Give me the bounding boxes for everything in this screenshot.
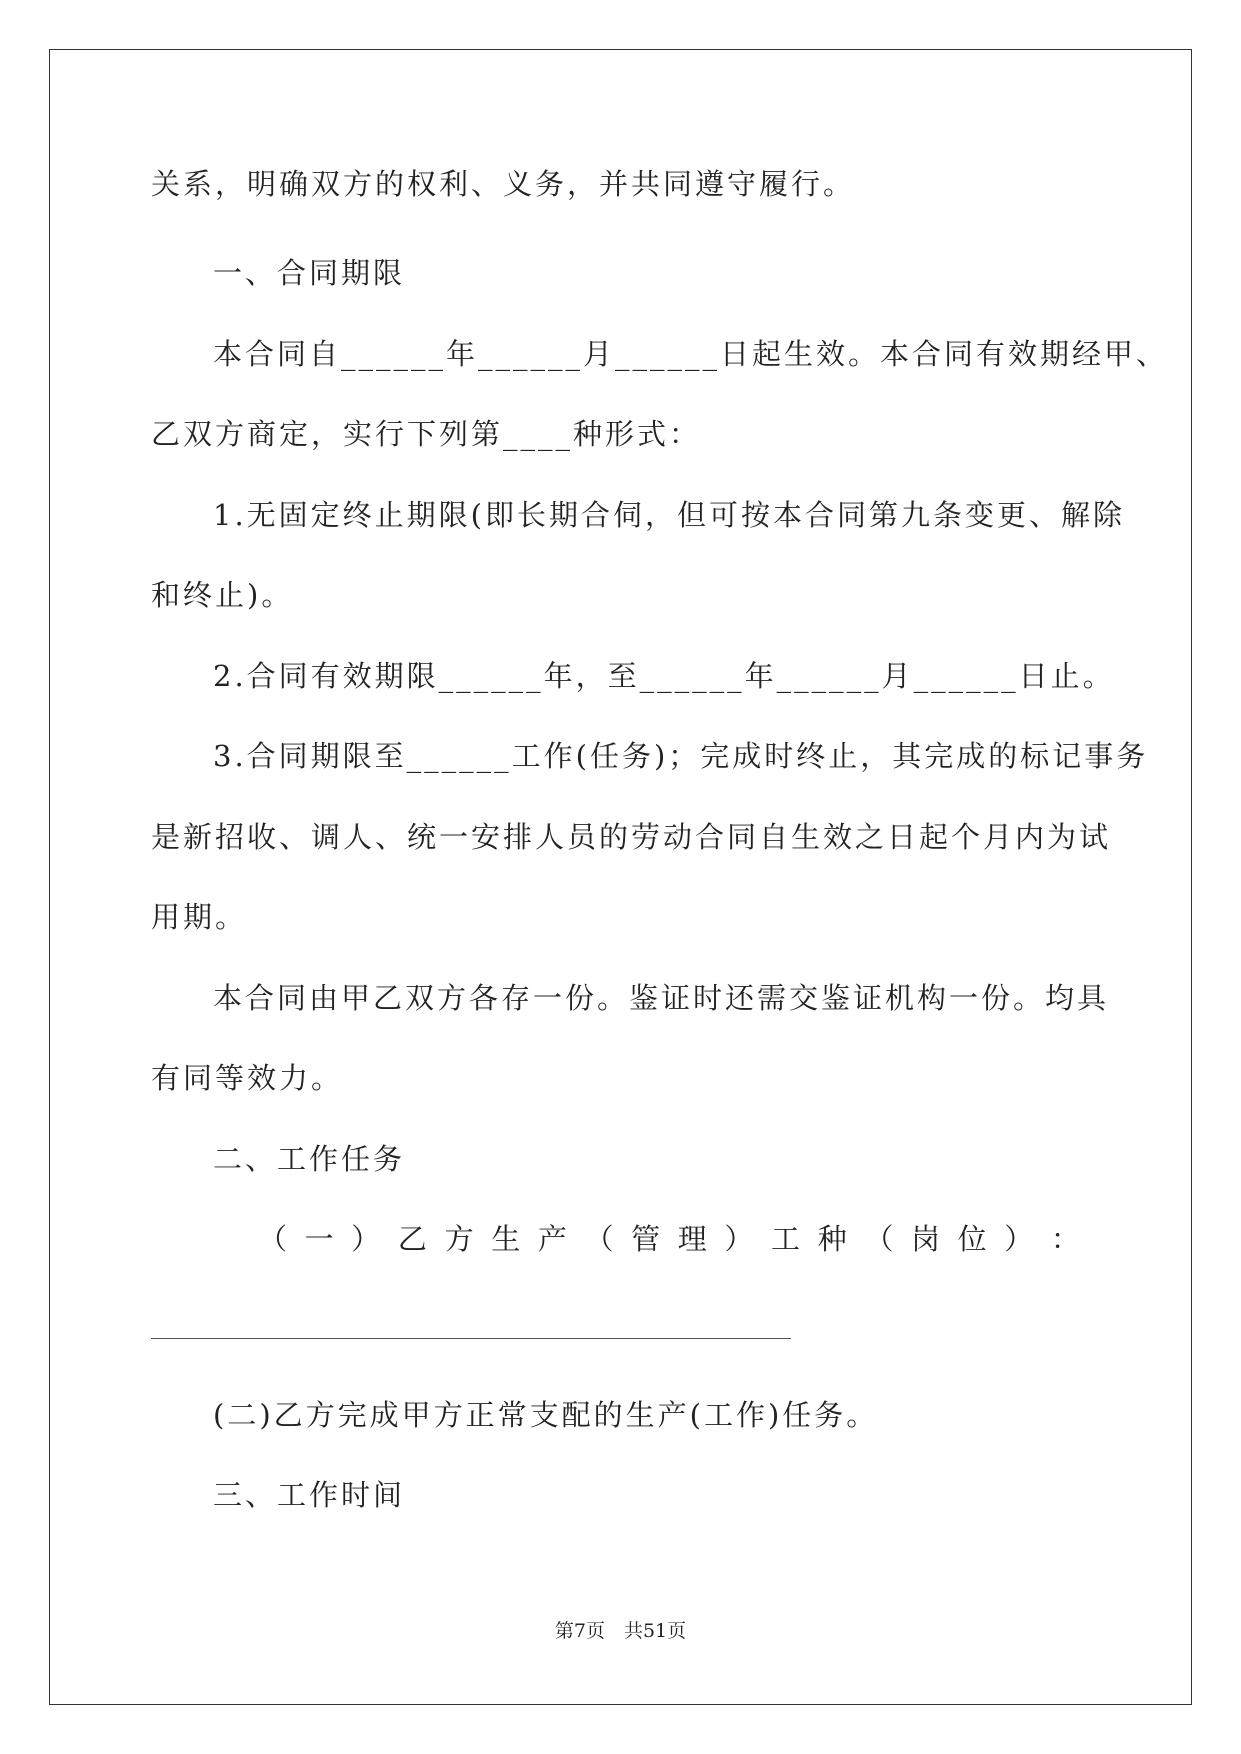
spread-char: 一 <box>304 1222 334 1256</box>
spread-char: 产 <box>537 1222 567 1256</box>
text-line-10: 用期。 <box>151 900 248 934</box>
heading-contract-term: 一、合同期限 <box>213 256 406 290</box>
text-line-7: 2.合同有效期限______年，至______年______月______日止。 <box>213 659 1115 693</box>
text-line-1: 关系，明确双方的权利、义务，并共同遵守履行。 <box>151 167 856 201</box>
heading-work-task: 二、工作任务 <box>213 1142 406 1176</box>
text-line-4: 乙双方商定，实行下列第____种形式： <box>151 417 702 451</box>
text-line-11: 本合同由甲乙双方各存一份。鉴证时还需交鉴证机构一份。均具 <box>213 981 1110 1015</box>
spread-char: 乙 <box>397 1222 427 1256</box>
spread-char: （ <box>258 1222 288 1256</box>
text-line-14: (二)乙方完成甲方正常支配的生产(工作)任务。 <box>213 1398 879 1432</box>
spread-char: 种 <box>817 1222 847 1256</box>
spread-char: 岗 <box>910 1222 940 1256</box>
text-line-6: 和终止)。 <box>151 578 294 612</box>
spread-char: ） <box>351 1222 381 1256</box>
page-number-footer: 第7页 共51页 <box>554 1620 687 1642</box>
text-line-5: 1.无固定终止期限(即长期合伺，但可按本合同第九条变更、解除 <box>213 498 1125 532</box>
spread-char: ： <box>1050 1222 1080 1256</box>
spread-char: 方 <box>444 1222 474 1256</box>
page-frame <box>49 49 1192 1705</box>
spread-char: ） <box>724 1222 754 1256</box>
job-position-line <box>258 1219 1080 1259</box>
spread-char: 理 <box>677 1222 707 1256</box>
spread-char: 生 <box>491 1222 521 1256</box>
spread-char: 管 <box>631 1222 661 1256</box>
spread-char: 位 <box>957 1222 987 1256</box>
spread-char: （ <box>864 1222 894 1256</box>
text-line-12: 有同等效力。 <box>151 1061 344 1095</box>
spread-char: ） <box>1004 1222 1034 1256</box>
text-line-9: 是新招收、调人、统一安排人员的劳动合同自生效之日起个月内为试 <box>151 820 1112 854</box>
spread-char: （ <box>584 1222 614 1256</box>
text-line-8: 3.合同期限至______工作(任务)；完成时终止，其完成的标记事务 <box>213 739 1149 773</box>
heading-work-time: 三、工作时间 <box>213 1478 406 1512</box>
text-line-3: 本合同自______年______月______日起生效。本合同有效期经甲、 <box>213 337 1169 371</box>
blank-fill-line <box>151 1338 791 1339</box>
spread-char: 工 <box>771 1222 801 1256</box>
